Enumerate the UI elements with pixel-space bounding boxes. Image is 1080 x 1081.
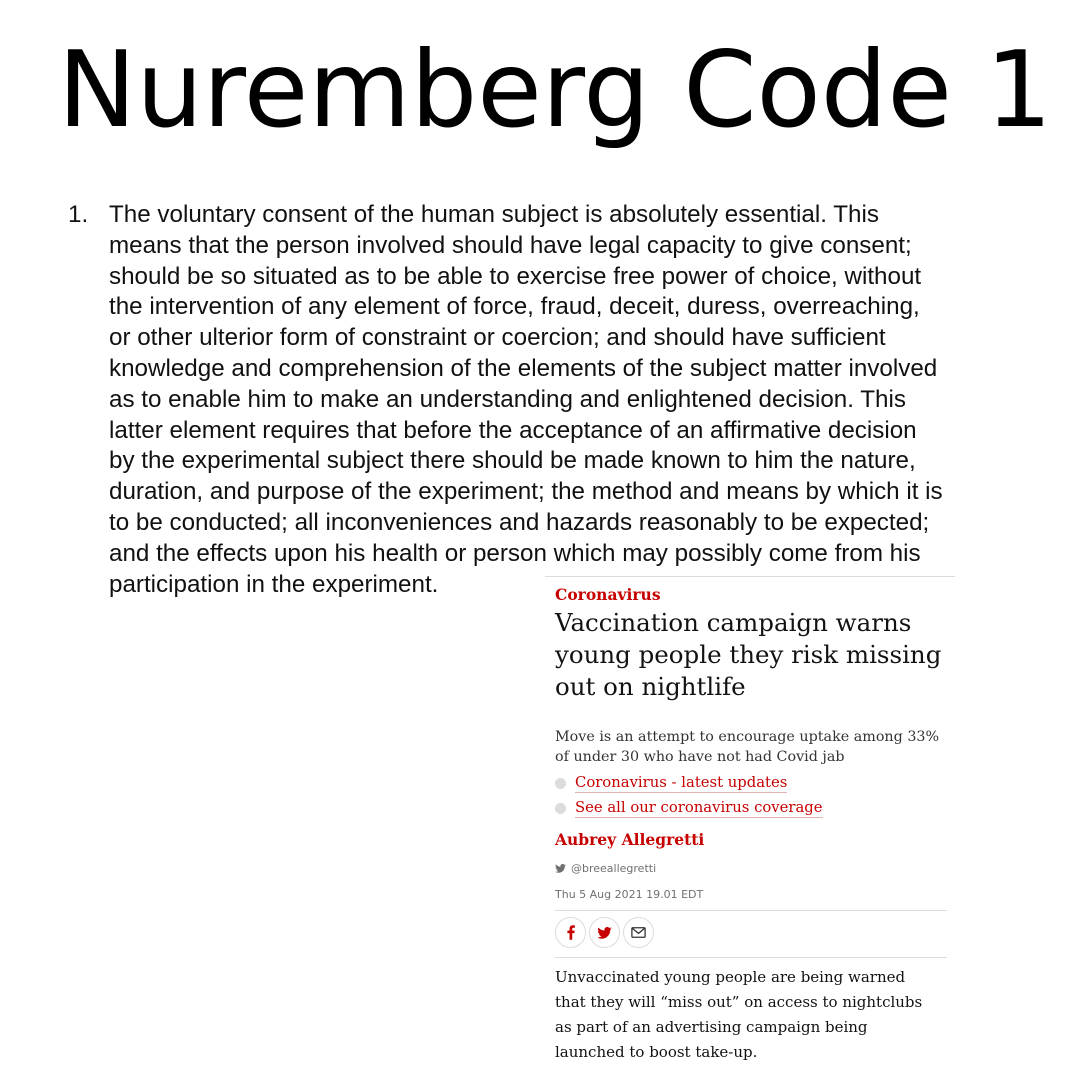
share-facebook-button[interactable] bbox=[555, 917, 586, 948]
code-line: The voluntary consent of the human subject is absolutely essential. This bbox=[109, 201, 879, 228]
share-buttons bbox=[555, 917, 654, 948]
share-email-button[interactable] bbox=[623, 917, 654, 948]
related-link-coverage[interactable]: See all our coronavirus coverage bbox=[575, 799, 823, 816]
code-line: should be so situated as to be able to exercise free power of choice, without bbox=[109, 262, 922, 290]
code-line: by the experimental subject there should be made known to him the nature, bbox=[109, 447, 916, 475]
related-link-latest-updates[interactable]: Coronavirus - latest updates bbox=[575, 774, 788, 791]
code-line: participation in the experiment. bbox=[109, 570, 439, 598]
bullet-dot bbox=[555, 778, 566, 789]
news-article-clipping bbox=[545, 576, 955, 1081]
code-line: as to enable him to make an understanding and enlightened decision. This bbox=[109, 385, 906, 413]
bullet-dot bbox=[555, 803, 566, 814]
body-line: as part of an advertising campaign being bbox=[555, 1018, 868, 1036]
related-link-item bbox=[555, 774, 950, 793]
headline-line: Vaccination campaign warns bbox=[555, 608, 912, 637]
article-headline bbox=[555, 607, 955, 703]
body-line: launched to boost take-up. bbox=[555, 1043, 758, 1061]
twitter-icon bbox=[555, 864, 566, 873]
code-line: duration, and purpose of the experiment; the method and means by which it is bbox=[109, 478, 943, 506]
code-line: or other ulterior form of constraint or coercion; and should have sufficient bbox=[109, 324, 886, 352]
divider bbox=[555, 957, 947, 958]
code-line: latter element requires that before the acceptance of an affirmative decision bbox=[109, 416, 917, 444]
standfirst-line: of under 30 who have not had Covid jab bbox=[555, 749, 845, 765]
twitter-handle-text: @breeallegretti bbox=[571, 862, 657, 875]
facebook-icon bbox=[567, 925, 575, 940]
publish-date: Thu 5 Aug 2021 19.01 EDT bbox=[555, 888, 704, 901]
code-line: means that the person involved should have legal capacity to give consent; bbox=[109, 231, 912, 259]
article-standfirst bbox=[555, 727, 950, 767]
article-body bbox=[555, 965, 950, 1065]
twitter-handle[interactable] bbox=[555, 862, 656, 875]
list-number: 1. bbox=[68, 201, 89, 228]
code-paragraph bbox=[109, 200, 1044, 600]
divider bbox=[555, 910, 947, 911]
page-title: Nuremberg Code 1 bbox=[57, 29, 1053, 151]
article-kicker[interactable]: Coronavirus bbox=[555, 585, 661, 604]
code-line: knowledge and comprehension of the elements of the subject matter involved bbox=[109, 354, 938, 382]
standfirst-line: Move is an attempt to encourage uptake among 33% bbox=[555, 729, 940, 745]
email-icon bbox=[631, 927, 646, 938]
headline-line: young people they risk missing bbox=[555, 640, 942, 669]
code-line: the intervention of any element of force, fraud, deceit, duress, overreaching, bbox=[109, 293, 920, 321]
body-line: Unvaccinated young people are being warned bbox=[555, 968, 906, 986]
author-byline[interactable]: Aubrey Allegretti bbox=[555, 830, 705, 849]
share-twitter-button[interactable] bbox=[589, 917, 620, 948]
body-line: that they will “miss out” on access to nightclubs bbox=[555, 993, 923, 1011]
code-line: and the effects upon his health or person which may possibly come from his bbox=[109, 539, 921, 567]
code-line: to be conducted; all inconveniences and hazards reasonably to be expected; bbox=[109, 508, 930, 536]
related-link-item bbox=[555, 799, 950, 818]
twitter-icon bbox=[597, 927, 612, 939]
headline-line: out on nightlife bbox=[555, 672, 746, 701]
